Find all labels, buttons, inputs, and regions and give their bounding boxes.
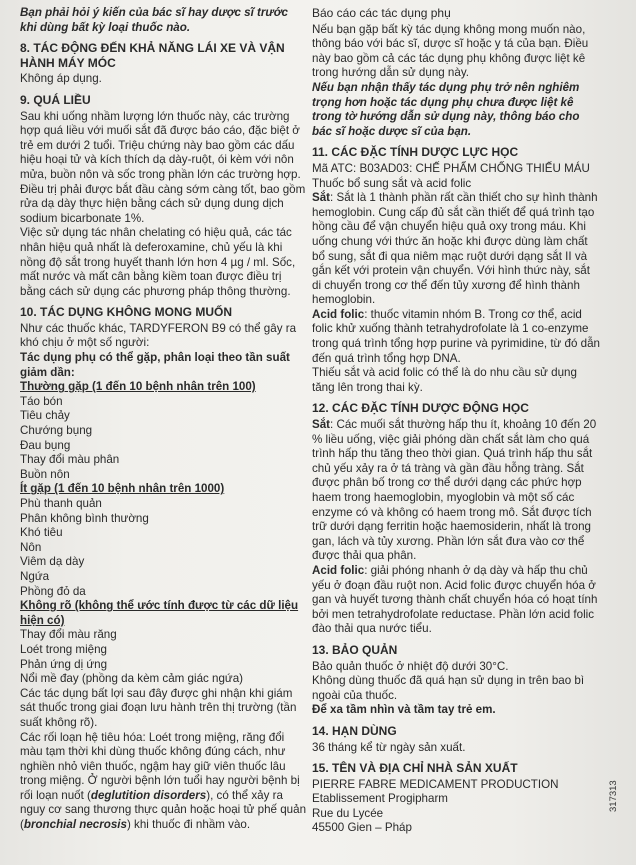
report-title: Báo cáo các tác dụng phụ: [312, 6, 451, 20]
section-10-title: 10. TÁC DỤNG KHÔNG MONG MUỐN: [20, 305, 233, 320]
list-item: Nổi mề đay (phồng da kèm cảm giác ngứa): [20, 672, 243, 686]
text-run: : Sắt là 1 thành phần rất cần thiết cho sự hình thành hemoglobin. Cung cấp đủ sắt cần thiết để quá trình tạo hồng cầu để vận chuyển hiệu quả oxy trong máu. Khi uống chung với thức ăn hoặc khi được dùng làm chất bổ sung, sắt đi qua niêm mạc ruột dưới dạng sắt II và gắn kết với protein vận chuyển. Với hình thức này, sắt di chuyển trong cơ thể đến tủy xương để hình thành hemoglobin.: [312, 191, 598, 307]
storage-temperature: Bảo quản thuốc ở nhiệt độ dưới 30°C.: [312, 659, 509, 673]
section-8-body: Không áp dụng.: [20, 72, 102, 86]
list-item: Ngứa: [20, 569, 50, 583]
frequency-common-heading: Thường gặp (1 đến 10 bệnh nhân trên 100): [20, 380, 256, 394]
shelf-life: 36 tháng kể từ ngày sản xuất.: [312, 740, 466, 754]
list-item: Viêm dạ dày: [20, 555, 85, 569]
list-item: Tiêu chảy: [20, 409, 70, 423]
list-item: Táo bón: [20, 394, 63, 408]
section-11-subtitle: Thuốc bổ sung sắt và acid folic: [312, 176, 472, 190]
term-label: Sắt: [312, 191, 331, 205]
manufacturer-line: Rue du Lycée: [312, 806, 384, 820]
storage-expiry-note: Không dùng thuốc đã quá hạn sử dụng in trên bao bì ngoài của thuốc.: [312, 674, 585, 702]
list-item: Phản ứng dị ứng: [20, 657, 108, 671]
text-run: : Các muối sắt thường hấp thu ít, khoảng 10 đến 20 % liều uống, việc giải phóng dần chất sắt làm cho quá trình hấp thu tăng theo thời gian. Quá trình hấp thu sắt chủ yếu xảy ra ở tá tràng và gần đầu hỗng tràng. Sắt được phân bố trong cơ thể dưới dạng các phức hợp haem trong haemoglobin, myoglobin và một số các enzyme có và không có haem trong mô. Sắt được tích trữ dưới dạng ferritin hoặc haemosiderin, nhất là trong gan, lách và tủy xương. Phần lớn sắt đưa vào cơ thể được thải qua phân.: [312, 418, 597, 563]
list-item: Chướng bụng: [20, 424, 93, 438]
advice-note: Bạn phải hỏi ý kiến của bác sĩ hay dược sĩ trước khi dùng bất kỳ loại thuốc nào.: [20, 6, 288, 34]
iron-pharmacodynamics: [312, 191, 600, 308]
manufacturer-line: Etablissement Progipharm: [312, 792, 448, 806]
children-warning: Để xa tầm nhìn và tầm tay trẻ em.: [312, 703, 496, 717]
print-code: 317313: [608, 780, 619, 812]
atc-code: Mã ATC: B03AD03: CHẾ PHẨM CHỐNG THIẾU MÁU: [312, 161, 590, 175]
list-item: Buồn nôn: [20, 467, 70, 481]
list-item: Khó tiêu: [20, 526, 63, 540]
list-item: Loét trong miệng: [20, 642, 108, 656]
frequency-rare-heading: Ít gặp (1 đến 10 bệnh nhân trên 1000): [20, 482, 225, 496]
common-effects-list: [20, 395, 307, 483]
report-warning: Nếu bạn nhận thấy tác dụng phụ trở nên nghiêm trọng hơn hoặc tác dụng phụ chưa được liệt kê trong tờ hướng dẫn sử dụng này, thông báo cho bác sĩ hoặc dược sĩ của bạn.: [312, 80, 580, 138]
term-label: Acid folic: [312, 307, 365, 321]
manufacturer-line: 45500 Gien – Pháp: [312, 821, 412, 835]
list-item: Thay đổi màu phân: [20, 453, 120, 467]
list-item: Phồng đỏ da: [20, 584, 86, 598]
pregnancy-note: Thiếu sắt và acid folic có thể là do nhu cầu sử dụng tăng lên trong thai kỳ.: [312, 366, 577, 394]
text-run: Các rối loạn hệ tiêu hóa: Loét trong miệng, răng đổi màu tạm thời khi dùng thuốc không đúng cách, như nghiền nhỏ viên thuốc, ngậm hay giữ viên thuốc lâu trong miệng. Ở người bệnh lớn tuổi hay người bệnh bị rối loạn nuốt (: [20, 730, 300, 802]
term-label: Sắt: [312, 418, 331, 432]
text-run: ) khi thuốc đi nhầm vào.: [126, 818, 251, 832]
iron-pharmacokinetics: [312, 418, 600, 564]
section-11-title: 11. CÁC ĐẶC TÍNH DƯỢC LỰC HỌC: [312, 145, 519, 160]
text-run-term: bronchial necrosis: [23, 818, 127, 832]
section-9-paragraph: Điều trị phải được bắt đầu càng sớm càng tốt, bao gồm rửa dạ dày thực hiện bằng cách sử dụng dung dịch sodium bicarbonate 1%.: [20, 182, 306, 225]
manufacturer-line: PIERRE FABRE MEDICAMENT PRODUCTION: [312, 777, 559, 791]
section-15-title: 15. TÊN VÀ ĐỊA CHỈ NHÀ SẢN XUẤT: [312, 761, 518, 776]
section-10-intro: Như các thuốc khác, TARDYFERON B9 có thể gây ra khó chịu ở một số người:: [20, 321, 297, 350]
section-13-title: 13. BẢO QUẢN: [312, 642, 398, 657]
list-item: Nôn: [20, 540, 42, 554]
section-9-paragraph: Việc sử dụng tác nhân chelating có hiệu quả, các tác nhân hiệu quả nhất là deferoxamine, chủ yếu là khi nồng độ sắt trong huyết thanh lớn hơn 4 µg / ml. Sốc, mất nước và mất cân bằng kiềm toan được điều trị bằng cách sử dụng các phương pháp thông thường.: [20, 226, 296, 298]
folic-pharmacodynamics: [312, 308, 600, 366]
section-8-title: 8. TÁC ĐỘNG ĐẾN KHẢ NĂNG LÁI XE VÀ VẬN HÀNH MÁY MÓC: [20, 41, 285, 70]
digestive-disorders-paragraph: [20, 731, 307, 833]
section-14-title: 14. HẠN DÙNG: [312, 723, 397, 738]
section-9-paragraph: Sau khi uống nhầm lượng lớn thuốc này, các trường hợp quá liều với muối sắt đã được báo cáo, đặc biệt ở trẻ em dưới 2 tuổi. Triệu chứng này bao gồm các dấu hiệu hoại tử và kích thích dạ dày-ruột, ói kèm với nôn mửa, buồn nôn và sốc trong phần lớn các trường hợp.: [20, 109, 301, 181]
right-column: [312, 6, 600, 836]
list-item: Phù thanh quản: [20, 497, 102, 510]
list-item: Phân không bình thường: [20, 511, 149, 525]
left-column: [20, 6, 307, 833]
list-item: Thay đổi màu răng: [20, 628, 117, 642]
frequency-unknown-heading: Không rõ (không thể ước tính được từ các dữ liệu hiện có): [20, 599, 299, 627]
term-label: Acid folic: [312, 563, 365, 577]
section-12-title: 12. CÁC ĐẶC TÍNH DƯỢC ĐỘNG HỌC: [312, 401, 529, 416]
text-run: ), có thể xảy ra nguy cơ sang thương thực quản hoặc hoại tử phế quản (: [20, 788, 307, 832]
report-body: Nếu bạn gặp bất kỳ tác dụng không mong muốn nào, thông báo với bác sĩ, dược sĩ hoặc y tá của bạn. Điều này bao gồm cả các tác dụng phụ không được liệt kê trong hướng dẫn sử dụng này.: [312, 22, 589, 80]
post-marketing-paragraph: Các tác dụng bất lợi sau đây được ghi nhận khi giám sát thuốc trong giai đoạn lưu hành trên thị trường (tần suất không rõ).: [20, 686, 297, 729]
frequency-heading: Tác dụng phụ có thể gặp, phân loại theo tần suất giảm dần:: [20, 351, 290, 379]
unknown-effects-list: [20, 628, 307, 686]
text-run-term: deglutition disorders: [90, 788, 207, 802]
list-item: Đau bụng: [20, 438, 71, 452]
text-run: : giải phóng nhanh ở dạ dày và hấp thu chủ yếu ở đoạn đầu ruột non. Acid folic được chuyển hóa ở gan và huyết tương thành chất chuyển hóa có hoạt tính bởi men tetrahydrofolate reductase. Phần lớn acid folic đào thải qua nước tiểu.: [312, 563, 598, 636]
section-9-title: 9. QUÁ LIỀU: [20, 92, 91, 107]
rare-effects-list: [20, 497, 307, 599]
text-run: : thuốc vitamin nhóm B. Trong cơ thể, acid folic khử xuống thành tetrahydrofolate là 1 co-enzyme trong quá trình tổng hợp purine và pyrimidine, từ đó dẫn đến quá trình tổng hợp DNA.: [312, 307, 600, 365]
folic-pharmacokinetics: [312, 564, 600, 637]
